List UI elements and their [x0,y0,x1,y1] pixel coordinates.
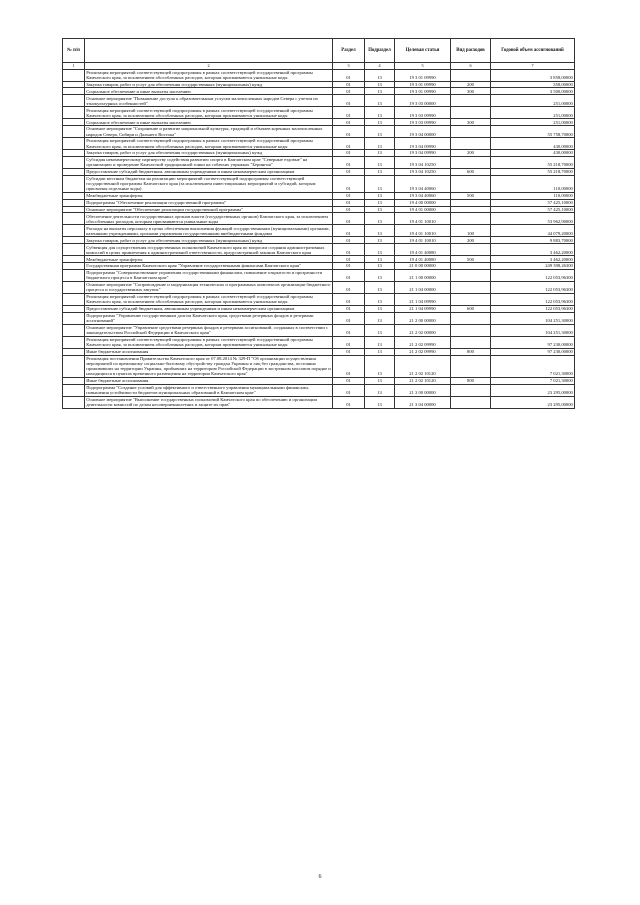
row-podrazdel-cell: 13 [365,293,395,305]
row-name-cell: Субсидия некоммерческому партнерству содействия развитию спорта в Камчатском крае "Северные ездовые" на организацию и проведение Камчатской традиционной гонки на собачьих упряжках "Берингия" [85,156,333,168]
row-razdel-cell: 01 [333,175,365,192]
row-sum-cell: 251,00000 [491,95,575,107]
row-name-cell: Реализация мероприятий соответствующей подпрограммы в рамках соответствующей государственной программы Камчатского края, за исключением обособленных расходов, которым присваиваются уникальные коды [85,293,333,305]
table-row [63,336,575,348]
row-name-cell: Реализация мероприятий соответствующей подпрограммы в рамках соответствующей государственной программы Камчатского края, за исключением обособленных расходов, которым присваиваются уникальные коды [85,69,333,81]
table-row [63,69,575,81]
row-num-cell [63,244,85,256]
row-num-cell [63,150,85,157]
row-podrazdel-cell: 13 [365,269,395,281]
table-row [63,192,575,199]
row-razdel-cell: 01 [333,199,365,206]
row-sum-cell: 3 858,00000 [491,69,575,81]
row-vid-cell: 100 [451,225,491,237]
row-target-cell: 19 4 01 00000 [395,206,451,213]
row-razdel-cell: 01 [333,150,365,157]
row-name-cell: Социальное обеспечение и иные выплаты населению [85,119,333,126]
row-target-cell: 19 3 01 09990 [395,81,451,88]
row-razdel-cell: 01 [333,213,365,225]
row-num-cell [63,156,85,168]
row-sum-cell: 55 218,70000 [491,168,575,175]
row-name-cell: Социальное обеспечение и иные выплаты населению [85,88,333,95]
row-sum-cell: 104 251,30000 [491,312,575,324]
row-razdel-cell: 01 [333,293,365,305]
table-row [63,126,575,138]
row-name-cell: Обеспечение деятельности государственных органов власти (государственных органов) Камчатского края, за исключением обособленных расходов, которым присваиваются уникальные коды [85,213,333,225]
col-header-target: Целевая статья [395,39,451,63]
row-sum-cell: 249 398,26300 [491,263,575,270]
row-vid-cell [451,206,491,213]
table-row [63,377,575,384]
row-num-cell [63,81,85,88]
row-vid-cell [451,199,491,206]
row-name-cell: Подпрограмма "Совершенствование управления государственными финансами, повышение открытости и прозрачности бюджетного процесса в Камчатском крае" [85,269,333,281]
row-vid-cell [451,324,491,336]
row-podrazdel-cell: 13 [365,377,395,384]
row-razdel-cell: 01 [333,305,365,312]
table-row [63,305,575,312]
table-row [63,237,575,244]
row-razdel-cell: 01 [333,377,365,384]
table-row [63,213,575,225]
row-target-cell: 19 3 04 09990 [395,150,451,157]
row-podrazdel-cell: 13 [365,256,395,263]
row-razdel-cell: 01 [333,206,365,213]
row-razdel-cell: 01 [333,95,365,107]
table-row [63,269,575,281]
table-row [63,281,575,293]
row-target-cell: 19 3 04 00000 [395,126,451,138]
row-target-cell: 19 3 04 10250 [395,156,451,168]
row-podrazdel-cell: 13 [365,237,395,244]
row-sum-cell: 97 230,00000 [491,336,575,348]
row-vid-cell [451,312,491,324]
row-podrazdel-cell: 13 [365,192,395,199]
row-name-cell: Основное мероприятие "Сопровождение и модернизация технических и программных комплексов организации бюджетного процесса и государственных закупок" [85,281,333,293]
row-num-cell [63,119,85,126]
row-sum-cell: 104 251,30000 [491,324,575,336]
row-podrazdel-cell: 13 [365,119,395,126]
col-header-num: № п/п [63,39,85,63]
row-podrazdel-cell: 13 [365,213,395,225]
row-vid-cell [451,107,491,119]
row-name-cell: Иные бюджетные ассигнования [85,377,333,384]
row-razdel-cell: 01 [333,156,365,168]
row-podrazdel-cell: 13 [365,312,395,324]
row-podrazdel-cell: 13 [365,95,395,107]
row-sum-cell: 122 053,96300 [491,269,575,281]
row-target-cell: 19 4 00 00000 [395,199,451,206]
row-razdel-cell: 01 [333,88,365,95]
row-sum-cell: 251,00000 [491,107,575,119]
row-target-cell: 21 2 02 10120 [395,377,451,384]
row-vid-cell [451,69,491,81]
index-cell: 1 [63,62,85,69]
table-row [63,156,575,168]
row-sum-cell: 57 425,10000 [491,199,575,206]
row-podrazdel-cell: 13 [365,355,395,377]
row-podrazdel-cell: 13 [365,244,395,256]
table-body [63,69,575,408]
row-num-cell [63,199,85,206]
row-num-cell [63,293,85,305]
row-podrazdel-cell: 13 [365,305,395,312]
row-podrazdel-cell: 13 [365,168,395,175]
row-razdel-cell: 01 [333,312,365,324]
row-sum-cell: 3 500,00000 [491,88,575,95]
table-row [63,355,575,377]
row-name-cell: Расходы на выплаты персоналу в целях обеспечения выполнения функций государственными (муниципальными) органами, казенными учреждениями, органами управления государственными внебюджетными фондами [85,225,333,237]
budget-table-page [62,38,574,409]
row-target-cell: 19 3 01 09990 [395,69,451,81]
row-podrazdel-cell: 13 [365,336,395,348]
row-num-cell [63,355,85,377]
row-name-cell: Реализация мероприятий соответствующей подпрограммы в рамках соответствующей государственной программы Камчатского края, за исключением обособленных расходов, которым присваиваются уникальные коды [85,336,333,348]
row-vid-cell: 600 [451,305,491,312]
row-num-cell [63,88,85,95]
row-num-cell [63,384,85,396]
row-target-cell: 21 2 00 00000 [395,312,451,324]
table-row [63,175,575,192]
row-name-cell: Реализация постановления Правительства Камчатского края от 07.08.2014 № 329-П "Об организации осуществления мероприятий по временному социально-бытовому обустройству граждан Украины и лиц без гражданства, постоянно проживавших на территории Украины, прибывших на территорию Российской Федерации в экстренном массовом порядке и находящихся в пунктах временного размещения на территории Камчатского края" [86,355,331,377]
row-razdel-cell: 01 [333,336,365,348]
row-num-cell [63,377,85,384]
row-razdel-cell: 01 [333,126,365,138]
row-vid-cell [451,126,491,138]
row-podrazdel-cell: 13 [365,225,395,237]
row-target-cell: 19 3 04 40060 [395,175,451,192]
row-sum-cell: 97 230,00000 [491,348,575,355]
row-name-cell: Подпрограмма "Управление государственным долгом Камчатского края, средствами резервных фондов и резервами ассигнований" [85,312,333,324]
column-index-row [63,62,575,69]
row-name-cell: Закупка товаров, работ и услуг для обеспечения государственных (муниципальных) нужд [85,81,333,88]
row-vid-cell: 600 [451,168,491,175]
row-num-cell [63,168,85,175]
row-name-cell: Закупка товаров, работ и услуг для обеспечения государственных (муниципальных) нужд [85,237,333,244]
row-name-cell: Реализация мероприятий соответствующей подпрограммы в рамках соответствующей государственной программы Камчатского края, за исключением обособленных расходов, которым присваиваются уникальные коды [85,138,333,150]
row-razdel-cell: 01 [333,263,365,270]
row-sum-cell: 44 079,20000 [491,225,575,237]
row-vid-cell [451,175,491,192]
row-sum-cell: 3 462,20000 [491,244,575,256]
row-razdel-cell: 01 [333,324,365,336]
row-num-cell [63,305,85,312]
row-target-cell: 21 0 00 00000 [395,263,451,270]
row-podrazdel-cell: 13 [365,81,395,88]
row-podrazdel-cell: 13 [365,348,395,355]
row-sum-cell: 53 962,90000 [491,213,575,225]
table-header-row [63,39,575,63]
col-header-razdel: Раздел [333,39,365,63]
table-row [63,138,575,150]
index-cell: 7 [491,62,575,69]
row-vid-cell: 800 [451,348,491,355]
row-target-cell: 21 1 04 09990 [395,293,451,305]
row-razdel-cell: 01 [333,237,365,244]
row-vid-cell: 300 [451,88,491,95]
row-sum-cell: 122 053,96300 [491,293,575,305]
row-num-cell [63,396,85,408]
row-vid-cell [451,293,491,305]
row-target-cell: 19 3 04 10250 [395,168,451,175]
row-podrazdel-cell: 13 [365,138,395,150]
index-cell: 4 [365,62,395,69]
row-vid-cell [451,355,491,377]
row-razdel-cell: 01 [333,168,365,175]
table-row [63,256,575,263]
row-vid-cell: 200 [451,81,491,88]
table-row [63,263,575,270]
row-podrazdel-cell: 13 [365,150,395,157]
row-vid-cell [451,213,491,225]
row-razdel-cell: 01 [333,192,365,199]
row-sum-cell: 23 295,00000 [491,396,575,408]
row-vid-cell [451,384,491,396]
row-vid-cell [451,396,491,408]
row-podrazdel-cell: 13 [365,126,395,138]
row-vid-cell: 300 [451,119,491,126]
row-target-cell: 19 4 01 40080 [395,244,451,256]
row-target-cell: 19 4 01 10010 [395,237,451,244]
index-cell: 3 [333,62,365,69]
row-vid-cell: 500 [451,192,491,199]
table-row [63,88,575,95]
index-cell: 6 [451,62,491,69]
row-target-cell: 21 3 04 00000 [395,396,451,408]
row-podrazdel-cell: 13 [365,396,395,408]
row-vid-cell: 500 [451,256,491,263]
table-row [63,81,575,88]
row-podrazdel-cell: 13 [365,324,395,336]
row-num-cell [63,192,85,199]
row-num-cell [63,281,85,293]
row-podrazdel-cell: 13 [365,263,395,270]
table-row [63,107,575,119]
row-target-cell: 19 4 01 40080 [395,256,451,263]
row-vid-cell [451,263,491,270]
row-target-cell: 21 1 00 00000 [395,269,451,281]
row-num-cell [63,312,85,324]
row-name-cell: Основное мероприятие "Выполнение государственных полномочий Камчатского края по обеспечению и организации деятельности комиссий по делам несовершеннолетних и защите их прав" [85,396,333,408]
row-sum-cell: 358,00000 [491,81,575,88]
row-sum-cell: 430,00000 [491,150,575,157]
table-row [63,206,575,213]
row-name-cell: Основное мероприятие "Сохранение и развитие национальной культуры, традиций и обычаев коренных малочисленных народов Севера, Сибири и Дальнего Востока" [85,126,333,138]
table-row [63,244,575,256]
index-cell: 5 [395,62,451,69]
row-target-cell: 19 3 03 00000 [395,95,451,107]
row-vid-cell [451,138,491,150]
row-num-cell [63,225,85,237]
row-podrazdel-cell: 13 [365,69,395,81]
row-num-cell [63,206,85,213]
row-num-cell [63,175,85,192]
row-razdel-cell: 01 [333,348,365,355]
row-sum-cell: 23 295,00000 [491,384,575,396]
index-cell: 2 [85,62,333,69]
row-target-cell: 19 4 01 10010 [395,213,451,225]
row-target-cell: 21 2 02 09990 [395,348,451,355]
row-target-cell: 19 3 03 09990 [395,107,451,119]
row-name-cell: Субвенция для осуществления государственных полномочий Камчатского края по вопросам создания административных комиссий в целях привлечения к административной ответственности, предусмотренной законом Камчатского края [85,244,333,256]
row-target-cell: 21 2 02 10120 [395,355,451,377]
row-num-cell [63,138,85,150]
row-num-cell [63,213,85,225]
row-razdel-cell: 01 [333,107,365,119]
row-name-cell: Закупка товаров, работ и услуг для обеспечения государственных (муниципальных) нужд [85,150,333,157]
row-podrazdel-cell: 13 [365,156,395,168]
row-razdel-cell: 01 [333,269,365,281]
table-row [63,150,575,157]
row-target-cell: 19 3 04 40060 [395,192,451,199]
col-header-vid: Вид расходов [451,39,491,63]
row-name-cell: Предоставление субсидий бюджетным, автономным учреждениям и иным некоммерческим организациям [85,305,333,312]
row-sum-cell: 430,00000 [491,138,575,150]
row-name-cell: Межбюджетные трансферты [85,256,333,263]
budget-table [62,38,575,409]
row-razdel-cell: 01 [333,119,365,126]
row-sum-cell: 3 462,20000 [491,256,575,263]
row-razdel-cell: 01 [333,81,365,88]
row-num-cell [63,324,85,336]
row-sum-cell: 57 425,10000 [491,206,575,213]
row-vid-cell [451,95,491,107]
row-name-cell: Основное мероприятие "Обеспечение реализации государственной программы" [85,206,333,213]
row-vid-cell [451,244,491,256]
row-podrazdel-cell: 13 [365,199,395,206]
row-razdel-cell: 01 [333,225,365,237]
row-name-cell: Подпрограмма "Создание условий для эффективного и ответственного управления муниципальными финансами, повышения устойчивости бюджетов муниципальных образований в Камчатском крае" [85,384,333,396]
row-target-cell: 19 3 04 09990 [395,138,451,150]
col-header-podrazdel: Подраздел [365,39,395,63]
row-vid-cell [451,281,491,293]
row-podrazdel-cell: 13 [365,206,395,213]
col-header-sum: Годовой объем ассигнований [491,39,575,63]
page-number: 6 [318,874,322,880]
row-target-cell: 21 1 04 09990 [395,305,451,312]
row-vid-cell [451,269,491,281]
row-num-cell [63,336,85,348]
row-razdel-cell: 01 [333,384,365,396]
row-sum-cell: 9 883,70000 [491,237,575,244]
row-name-cell: Основное мероприятие "Повышение доступа к образовательным услугам малочисленных народов Севера с учетом их этнокультурных особенностей" [85,95,333,107]
row-name-cell: Субсидии местным бюджетам на реализацию мероприятий соответствующей подпрограммы соответствующей государственной программы Камчатского края (за исключением инвестиционных мероприятий и субсидий, которым присвоены отдельные коды) [85,175,333,192]
table-row [63,199,575,206]
row-podrazdel-cell: 13 [365,281,395,293]
row-podrazdel-cell: 13 [365,384,395,396]
table-row [63,225,575,237]
row-sum-cell: 7 021,30000 [491,377,575,384]
row-podrazdel-cell: 13 [365,107,395,119]
row-num-cell [63,256,85,263]
row-num-cell [63,126,85,138]
row-podrazdel-cell: 13 [365,175,395,192]
row-name-cell: Основное мероприятие "Управление средствами резервных фондов и резервами ассигнований, созданных в соответствии с законодательством Российской Федерации и Камчатского края" [85,324,333,336]
row-num-cell [63,348,85,355]
row-num-cell [63,95,85,107]
row-vid-cell: 800 [451,377,491,384]
row-target-cell: 19 3 03 09990 [395,119,451,126]
row-num-cell [63,269,85,281]
table-row [63,324,575,336]
row-num-cell [63,237,85,244]
row-name-cell: Предоставление субсидий бюджетным, автономным учреждениям и иным некоммерческим организациям [85,168,333,175]
col-header-name [85,39,333,63]
table-row [63,168,575,175]
row-sum-cell: 7 021,30000 [491,355,575,377]
row-target-cell: 19 4 01 10010 [395,225,451,237]
row-name-cell: Реализация мероприятий соответствующей подпрограммы в рамках соответствующей государственной программы Камчатского края, за исключением обособленных расходов, которым присваиваются уникальные коды [85,107,333,119]
row-razdel-cell: 01 [333,396,365,408]
row-num-cell [63,107,85,119]
row-sum-cell: 110,00000 [491,192,575,199]
row-sum-cell: 55 218,70000 [491,156,575,168]
row-vid-cell [451,156,491,168]
row-razdel-cell: 01 [333,244,365,256]
row-target-cell: 21 2 02 00000 [395,324,451,336]
row-razdel-cell: 01 [333,138,365,150]
row-razdel-cell: 01 [333,69,365,81]
row-vid-cell [451,336,491,348]
table-row [63,348,575,355]
row-target-cell: 21 3 00 00000 [395,384,451,396]
row-sum-cell: 122 053,96300 [491,281,575,293]
row-name-cell: Государственная программа Камчатского края "Управление государственными финансами Камчатского края" [85,263,333,270]
row-razdel-cell: 01 [333,281,365,293]
row-vid-cell: 200 [451,150,491,157]
row-razdel-cell: 01 [333,355,365,377]
table-row [63,293,575,305]
row-num-cell [63,263,85,270]
row-name-cell: Подпрограмма "Обеспечение реализации государственной программы" [85,199,333,206]
table-row [63,396,575,408]
row-target-cell: 19 3 01 09990 [395,88,451,95]
row-sum-cell: 122 053,96300 [491,305,575,312]
row-podrazdel-cell: 13 [365,88,395,95]
row-num-cell [63,69,85,81]
row-name-cell: Иные бюджетные ассигнования [85,348,333,355]
row-target-cell: 21 2 02 09990 [395,336,451,348]
row-name-cell: Межбюджетные трансферты [85,192,333,199]
row-sum-cell: 55 758,70000 [491,126,575,138]
table-row [63,312,575,324]
table-row [63,384,575,396]
row-sum-cell: 110,00000 [491,175,575,192]
table-row [63,119,575,126]
table-row [63,95,575,107]
row-target-cell: 21 1 04 00000 [395,281,451,293]
row-razdel-cell: 01 [333,256,365,263]
row-sum-cell: 251,00000 [491,119,575,126]
row-vid-cell: 200 [451,237,491,244]
